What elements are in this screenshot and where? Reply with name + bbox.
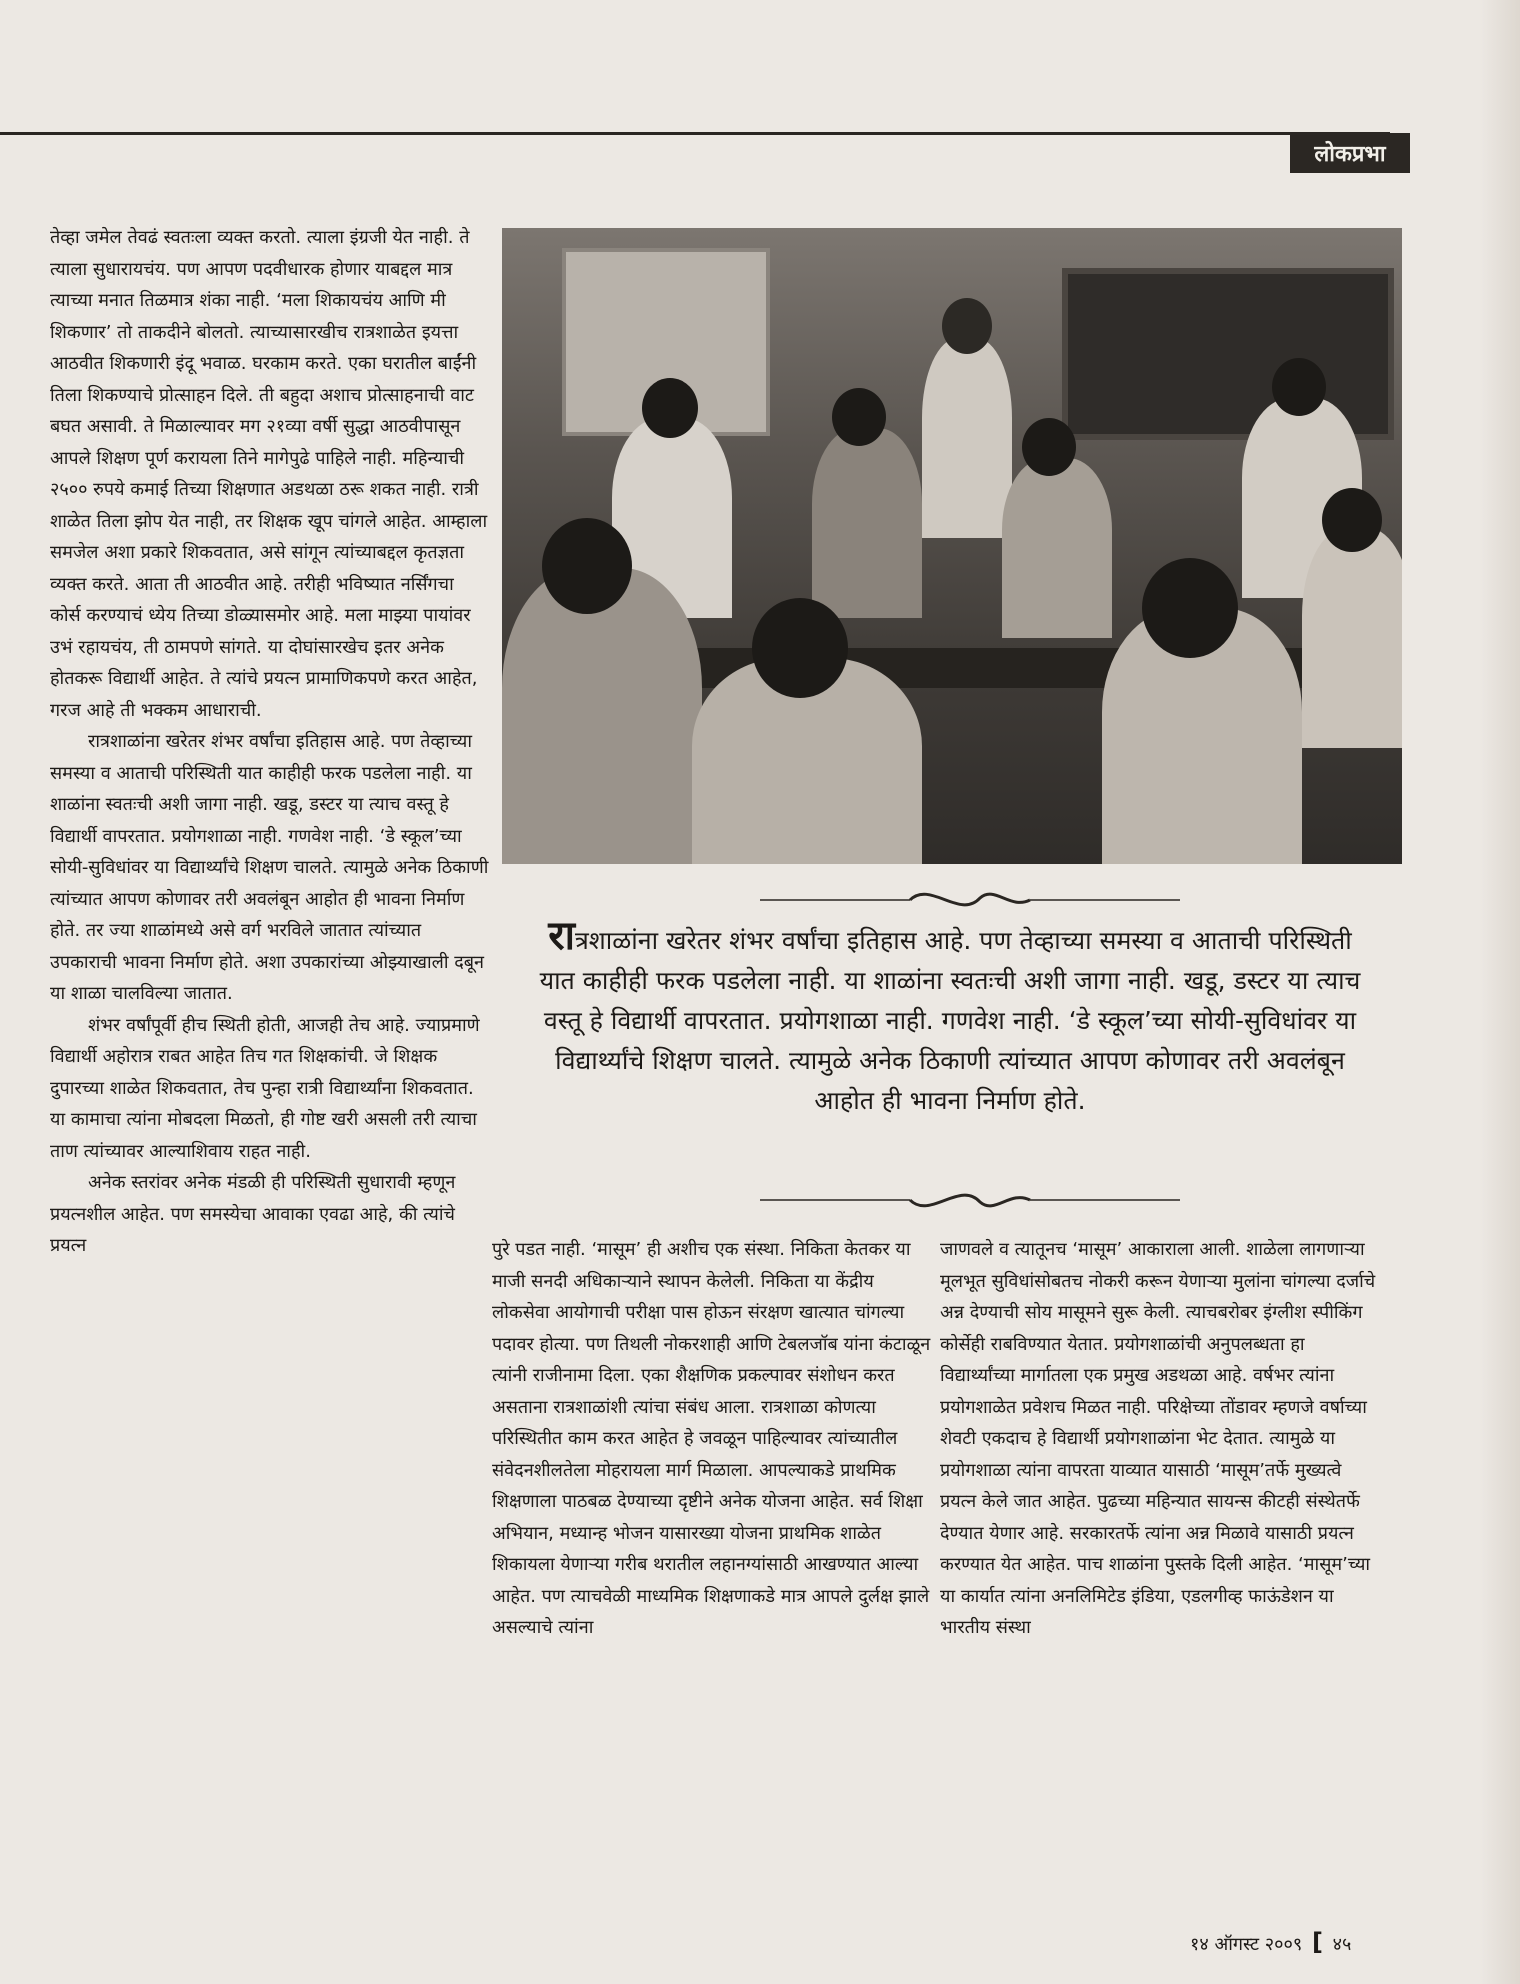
photo-figure-head (542, 518, 632, 614)
article-paragraph: शंभर वर्षांपूर्वी हीच स्थिती होती, आजही तेच आहे. ज्याप्रमाणे विद्यार्थी अहोरात्र राबत आहेत तिच गत शिक्षकांची. जे शिक्षक दुपारच्या शाळेत शिकवतात, तेच पुन्हा रात्री विद्यार्थ्यांना शिकवतात. या कामाचा त्यांना मोबदला मिळतो, ही गोष्ट खरी असली तरी त्याचा ताण त्यांच्यावर आल्याशिवाय राहत नाही. (50, 1014, 480, 1162)
photo-figure-head (752, 598, 848, 698)
photo-figure-head (832, 388, 886, 446)
header-rule (0, 132, 1390, 135)
photo-figure-head (1142, 558, 1238, 658)
photo-figure (1002, 458, 1112, 638)
photo-figure-head (1322, 488, 1382, 552)
left-column (50, 222, 490, 1262)
pull-quote-text: त्रशाळांना खरेतर शंभर वर्षांचा इतिहास आहे. पण तेव्हाच्या समस्या व आताची परिस्थिती यात काहीही फरक पडलेला नाही. या शाळांना स्वतःची अशी जागा नाही. खडू, डस्टर या त्याच वस्तू हे विद्यार्थी वापरतात. प्रयोगशाळा नाही. गणवेश नाही. ‘डे स्कूल’च्या सोयी-सुविधांवर या विद्यार्थ्यांचे शिक्षण चालते. त्यामुळे अनेक ठिकाणी त्यांच्यात आपण कोणावर तरी अवलंबून आहोत ही भावना निर्माण होते. (539, 926, 1361, 1115)
article-paragraph: जाणवले व त्यातूनच ‘मासूम’ आकाराला आली. शाळेला लागणाऱ्या मूलभूत सुविधांसोबतच नोकरी करून येणाऱ्या मुलांना चांगल्या दर्जाचे अन्न देण्याची सोय मासूमने सुरू केली. त्याचबरोबर इंग्लीश स्पीकिंग कोर्सेही राबविण्यात येतात. प्रयोगशाळांची अनुपलब्धता हा विद्यार्थ्यांच्या मार्गातला एक प्रमुख अडथळा आहे. वर्षभर त्यांना प्रयोगशाळेत प्रवेशच मिळत नाही. परिक्षेच्या तोंडावर म्हणजे वर्षाच्या शेवटी एकदाच हे विद्यार्थी प्रयोगशाळांना भेट देतात. त्यामुळे या प्रयोगशाळा त्यांना वापरता याव्यात यासाठी ‘मासूम’तर्फे मुख्यत्वे प्रयत्न केले जात आहेत. पुढच्या महिन्यात सायन्स कीटही संस्थेतर्फे देण्यात येणार आहे. सरकारतर्फे त्यांना अन्न मिळावे यासाठी प्रयत्न करण्यात येत आहेत. पाच शाळांना पुस्तके दिली आहेत. ‘मासूम’च्या या कार्यात त्यांना अनलिमिटेड इंडिया, एडलगीव्ह फाऊंडेशन या भारतीय संस्था (940, 1239, 1376, 1638)
footer-page-number: ४५ (1332, 1934, 1352, 1955)
photo-figure (812, 428, 922, 618)
article-paragraph: अनेक स्तरांवर अनेक मंडळी ही परिस्थिती सुधारावी म्हणून प्रयत्नशील आहेत. पण समस्येचा आवाका एवढा आहे, की त्यांचे प्रयत्न (50, 1172, 456, 1256)
bottom-ornament (760, 1180, 1180, 1220)
photo-figure (502, 568, 702, 864)
pull-quote (530, 913, 1370, 1121)
pull-quote-dropcap: रा (548, 913, 575, 959)
page-footer (1190, 1928, 1351, 1956)
classroom-photo (502, 228, 1402, 864)
footer-date: १४ ऑगस्ट २००९ (1190, 1934, 1303, 1955)
top-ornament (760, 880, 1180, 920)
photo-teacher (922, 338, 1012, 538)
photo-figure (1302, 528, 1402, 748)
footer-bracket-icon: [ (1311, 1928, 1323, 1956)
middle-column (492, 1234, 932, 1644)
masthead-logo: लोकप्रभा (1290, 133, 1410, 173)
photo-figure-head (642, 378, 698, 438)
photo-teacher-head (942, 298, 992, 354)
photo-figure-head (1272, 358, 1326, 416)
right-column (940, 1234, 1380, 1644)
scan-edge (1480, 0, 1520, 1984)
article-paragraph: तेव्हा जमेल तेवढं स्वतःला व्यक्त करतो. त्याला इंग्रजी येत नाही. ते त्याला सुधारायचंय. पण आपण पदवीधारक होणार याबद्दल मात्र त्याच्या मनात तिळमात्र शंका नाही. ‘मला शिकायचंय आणि मी शिकणार’ तो ताकदीने बोलतो. त्याच्यासारखीच रात्रशाळेत इयत्ता आठवीत शिकणारी इंदू भवाळ. घरकाम करते. एका घरातील बाईंनी तिला शिकण्याचे प्रोत्साहन दिले. ती बहुदा अशाच प्रोत्साहनाची वाट बघत असावी. ते मिळाल्यावर मग २१व्या वर्षी सुद्धा आठवीपासून आपले शिक्षण पूर्ण करायला तिने मागेपुढे पाहिले नाही. महिन्याची २५०० रुपये कमाई तिच्या शिक्षणात अडथळा ठरू शकत नाही. रात्री शाळेत तिला झोप येत नाही, तर शिक्षक खूप चांगले आहेत. आम्हाला समजेल अशा प्रकारे शिकवतात, असे सांगून त्यांच्याबद्दल कृतज्ञता व्यक्त करते. आता ती आठवीत आहे. तरीही भविष्यात नर्सिंगचा कोर्स करण्याचं ध्येय तिच्या डोळ्यासमोर आहे. मला माझ्या पायांवर उभं रहायचंय, ती ठामपणे सांगते. या दोघांसारखेच इतर अनेक होतकरू विद्यार्थी आहेत. ते त्यांचे प्रयत्न प्रामाणिकपणे करत आहेत, गरज आहे ती भक्कम आधाराची. (50, 227, 488, 721)
photo-blackboard (1062, 268, 1394, 440)
photo-figure-head (1022, 418, 1076, 476)
article-paragraph: पुरे पडत नाही. ‘मासूम’ ही अशीच एक संस्था. निकिता केतकर या माजी सनदी अधिकाऱ्याने स्थापन केलेली. निकिता या केंद्रीय लोकसेवा आयोगाची परीक्षा पास होऊन संरक्षण खात्यात चांगल्या पदावर होत्या. पण तिथली नोकरशाही आणि टेबलजॉब यांना कंटाळून त्यांनी राजीनामा दिला. एका शैक्षणिक प्रकल्पावर संशोधन करत असताना रात्रशाळांशी त्यांचा संबंध आला. रात्रशाळा कोणत्या परिस्थितीत काम करत आहेत हे जवळून पाहिल्यावर त्यांच्यातील संवेदनशीलतेला मोहरायला मार्ग मिळाला. आपल्याकडे प्राथमिक शिक्षणाला पाठबळ देण्याच्या दृष्टीने अनेक योजना आहेत. सर्व शिक्षा अभियान, मध्यान्ह भोजन यासारख्या योजना प्राथमिक शाळेत शिकायला येणाऱ्या गरीब थरातील लहानग्यांसाठी आखण्यात आल्या आहेत. पण त्याचवेळी माध्यमिक शिक्षणाकडे मात्र आपले दुर्लक्ष झाले असल्याचे त्यांना (492, 1239, 931, 1638)
article-paragraph: रात्रशाळांना खरेतर शंभर वर्षांचा इतिहास आहे. पण तेव्हाच्या समस्या व आताची परिस्थिती यात काहीही फरक पडलेला नाही. या शाळांना स्वतःची अशी जागा नाही. खडू, डस्टर या त्याच वस्तू हे विद्यार्थी वापरतात. प्रयोगशाळा नाही. गणवेश नाही. ‘डे स्कूल’च्या सोयी-सुविधांवर या विद्यार्थ्यांचे शिक्षण चालते. त्यामुळे अनेक ठिकाणी त्यांच्यात आपण कोणावर तरी अवलंबून आहोत ही भावना निर्माण होते. तर ज्या शाळांमध्ये असे वर्ग भरविले जातात त्यांच्यात उपकाराची भावना निर्माण होते. अशा उपकारांच्या ओझ्याखाली दबून या शाळा चालविल्या जातात. (50, 731, 489, 1004)
